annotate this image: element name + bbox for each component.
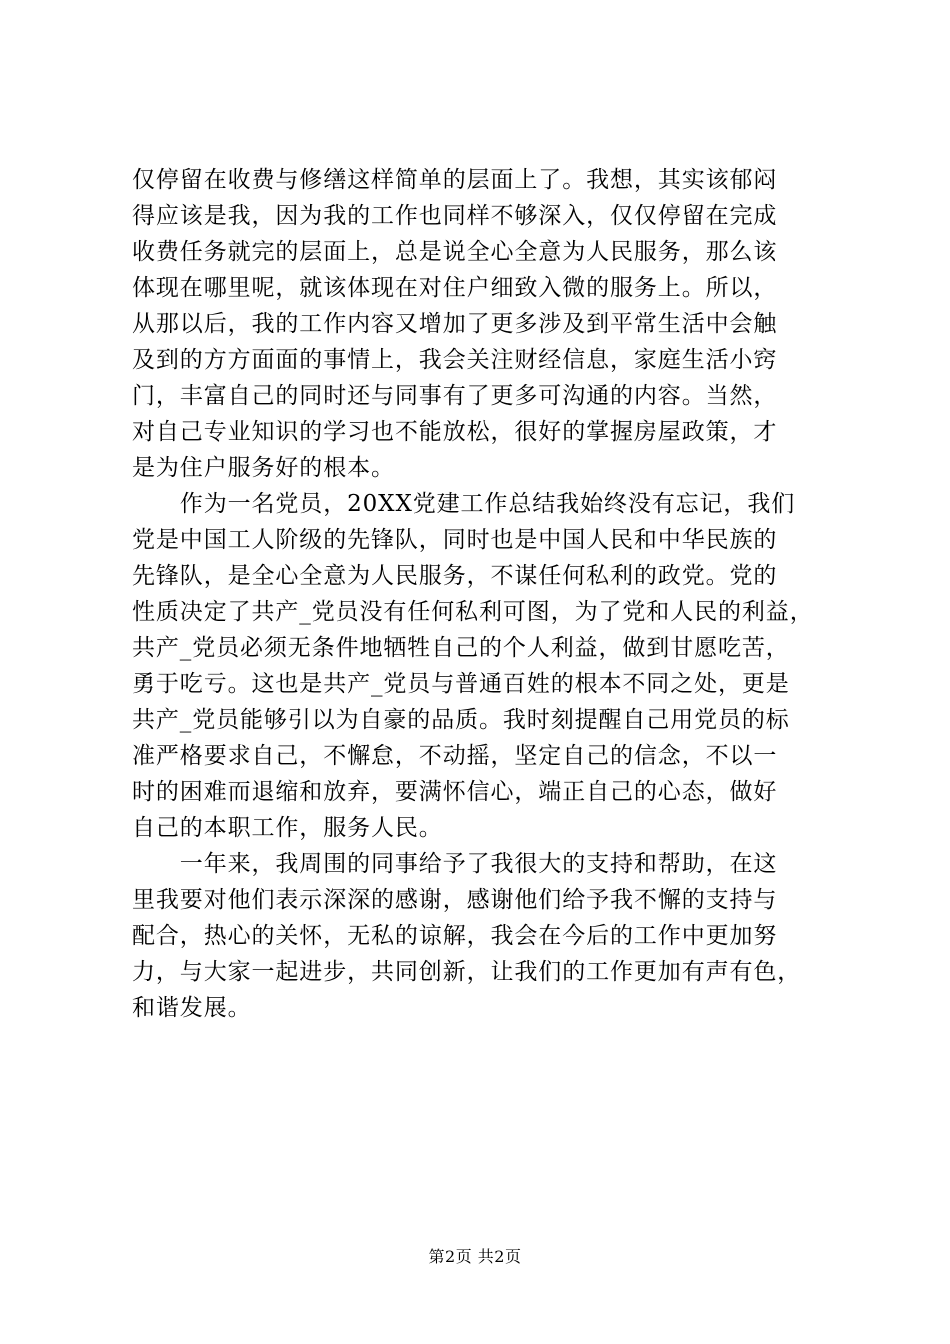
text-line: 得应该是我，因为我的工作也同样不够深入，仅仅停留在完成 [132, 203, 778, 229]
text-line: 配合，热心的关怀，无私的谅解，我会在今后的工作中更加努 [132, 923, 778, 949]
text-line: 收费任务就完的层面上，总是说全心全意为人民服务，那么该 [132, 239, 778, 265]
text-line: 和谐发展。 [132, 995, 252, 1021]
text-line: 是为住户服务好的根本。 [132, 455, 395, 481]
text-line: 及到的方方面面的事情上，我会关注财经信息，家庭生活小窍 [132, 347, 778, 373]
text-line: 一年来，我周围的同事给予了我很大的支持和帮助，在这 [132, 851, 778, 877]
text-line: 对自己专业知识的学习也不能放松，很好的掌握房屋政策，才 [132, 419, 778, 445]
text-line: 力，与大家一起进步，共同创新，让我们的工作更加有声有色， [132, 959, 802, 985]
text-line: 准严格要求自己，不懈怠，不动摇，坚定自己的信念，不以一 [132, 743, 778, 769]
text-line: 仅停留在收费与修缮这样简单的层面上了。我想，其实该郁闷 [132, 167, 778, 193]
text-line: 勇于吃亏。这也是共产_党员与普通百姓的根本不同之处，更是 [132, 671, 790, 697]
text-line: 先锋队，是全心全意为人民服务，不谋任何私利的政党。党的 [132, 563, 778, 589]
text-line: 共产_党员必须无条件地牺牲自己的个人利益，做到甘愿吃苦， [132, 635, 790, 661]
text-line: 里我要对他们表示深深的感谢，感谢他们给予我不懈的支持与 [132, 887, 778, 913]
body-text [132, 162, 832, 1026]
text-line: 体现在哪里呢，就该体现在对住户细致入微的服务上。所以， [132, 275, 778, 301]
text-line: 自己的本职工作，服务人民。 [132, 815, 443, 841]
text-line: 门，丰富自己的同时还与同事有了更多可沟通的内容。当然， [132, 383, 778, 409]
text-line: 作为一名党员，20XX党建工作总结我始终没有忘记，我们 [132, 491, 796, 517]
text-line: 从那以后，我的工作内容又增加了更多涉及到平常生活中会触 [132, 311, 778, 337]
text-line: 党是中国工人阶级的先锋队，同时也是中国人民和中华民族的 [132, 527, 778, 553]
text-line: 共产_党员能够引以为自豪的品质。我时刻提醒自己用党员的标 [132, 707, 790, 733]
text-line: 时的困难而退缩和放弃，要满怀信心，端正自己的心态，做好 [132, 779, 778, 805]
text-line: 性质决定了共产_党员没有任何私利可图，为了党和人民的利益， [132, 599, 814, 625]
page-footer: 第2页 共2页 [428, 1247, 522, 1266]
